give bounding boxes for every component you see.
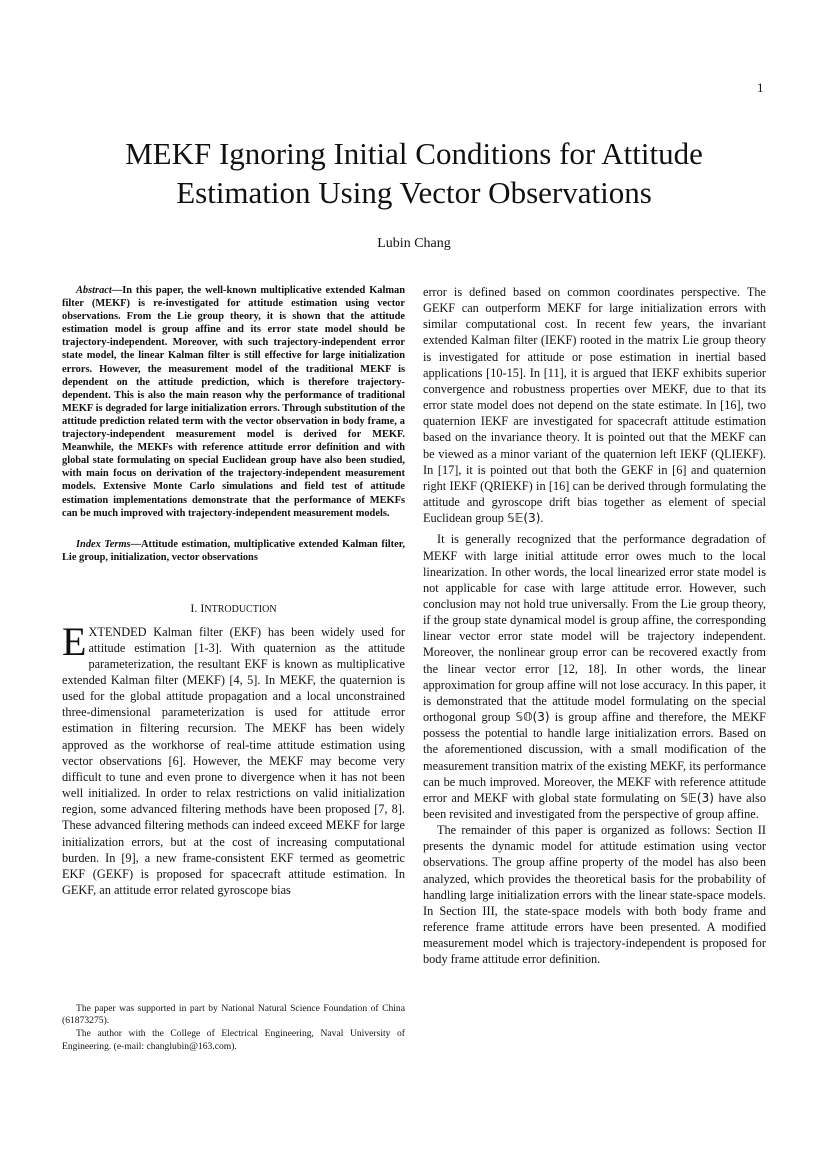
math-se3-2: 𝕊𝔼(3) bbox=[680, 790, 714, 805]
section-title-first-letter: I bbox=[200, 600, 205, 615]
index-terms-label: Index Terms bbox=[76, 538, 131, 550]
intro-paragraph-2-text-b: is group affine and therefore, the MEKF possess the potential to handle large initialization errors. Based on the aforementioned discussion, with a small modification of the measurement transition matrix of the existing MEKF, its performance can be much improved. Moreover, the MEKF with reference attitude error and MEKF with global state formulating on bbox=[423, 710, 766, 805]
section-number: I. bbox=[190, 600, 198, 615]
intro-paragraph-1-continued: error is defined based on common coordinates perspective. The GEKF can outperform MEKF for large initialization errors with similar computational cost. In recent few years, the invariant extended Kalman filter (IEKF) rooted in the matrix Lie group theory is investigated for attitude or pose estimation in inertial based applications [10-15]. In [11], it is argued that IEKF exhibits superior convergence and robustness properties over MEKF, due to that its error state model does not depend on the state estimate. In [16], two quaternion IEKF are investigated for spacecraft attitude estimation based on the invariance theory. It is pointed out that the MEKF can be viewed as a minor variant of the quaternion left IEKF (QLIEKF). In [17], it is pointed out that both the GEKF in [6] and quaternion right IEKF (QRIEKF) in [16] can be derived through formulating the attitude and gyroscope drift bias together as element of special Euclidean group 𝕊𝔼(3). bbox=[423, 285, 766, 526]
paper-title: MEKF Ignoring Initial Conditions for Attitude Estimation Using Vector Observations bbox=[125, 136, 703, 210]
abstract-label: Abstract bbox=[76, 285, 112, 296]
left-column bbox=[62, 284, 405, 898]
author-name: Lubin Chang bbox=[377, 236, 451, 251]
intro-paragraph-2-text-a: It is generally recognized that the performance degradation of MEKF with large initial attitude error owes much to the local linearization. In other words, the local linearized error state model is not applicable for case with large attitude error. However, such conclusion may not hold true universally. From the Lie group theory, if the group state dynamical model is group affine, the corresponding linear vector error state model will be trajectory independent. Moreover, the nonlinear group error can be recovered exactly from the linear vector error [12, 18]. In other words, the linear approximation for group affine will not lose accuracy. In this paper, it is demonstrated that the attitude model formulating on the special orthogonal group bbox=[423, 532, 766, 725]
math-so3: 𝕊𝕆(3) bbox=[515, 710, 550, 725]
intro-paragraph-3: The remainder of this paper is organized as follows: Section II presents the dynamic model for attitude estimation using vector observations. The group affine property of the model has also been analyzed, which provides the theoretical basis for the probability of handling large initialization errors with the linear state-space models. In Section III, the state-space models with both body frame and reference frame attitude errors have been presented. A modified measurement model which is trajectory-independent is proposed for body frame attitude error definition. bbox=[423, 823, 766, 967]
abstract bbox=[62, 284, 405, 520]
page-number: 1 bbox=[757, 80, 764, 95]
index-terms bbox=[62, 538, 405, 565]
math-se3: 𝕊𝔼(3) bbox=[507, 511, 541, 526]
drop-cap: E bbox=[62, 618, 87, 664]
section-title-rest: NTRODUCTION bbox=[204, 603, 277, 615]
section-heading-introduction bbox=[62, 601, 405, 616]
footnotes bbox=[62, 1003, 405, 1054]
intro-paragraph-2 bbox=[423, 531, 766, 822]
abstract-text: —In this paper, the well-known multiplicative extended Kalman filter (MEKF) is re-investigated for attitude estimation using vector observations. From the Lie group theory, it is shown that the attitude estimation model is group affine and its error state model should be trajectory-independent. Moreover, with such trajectory-independent error state model, the linear Kalman filter is still effective for large initialization errors. However, the measurement model of the traditional MEKF is dependent on the attitude prediction, which is therefore trajectory-dependent. This is also the main reason why the performance of traditional MEKF is degraded for large initialization errors. Through substitution of the attitude prediction related term with the vector observation in body frame, a trajectory-independent measurement model is derived for MEKF. Meanwhile, the MEKFs with reference attitude error definition and with global state formulating on special Euclidean group have also been studied, with main focus on derivation of the trajectory-independent measurement models. Extensive Monte Carlo simulations and field test of attitude estimation implementations demonstrate that the performance of MEKFs can be much improved with trajectory-independent measurement models. bbox=[62, 285, 405, 519]
footnote-author: The author with the College of Electrical Engineering, Naval University of Engineering. (e-mail: changlubin@163.com). bbox=[62, 1028, 405, 1052]
intro-paragraph-1-continued-text: error is defined based on common coordinates perspective. The GEKF can outperform MEKF for large initialization errors with similar computational cost. In recent few years, the invariant extended Kalman filter (IEKF) rooted in the matrix Lie group theory is investigated for attitude or pose estimation in inertial based applications [10-15]. In [11], it is argued that IEKF exhibits superior convergence and robustness properties over MEKF, due to that its error state model does not depend on the state estimate. In [16], two quaternion IEKF are investigated for spacecraft attitude estimation based on the invariance theory. It is pointed out that the MEKF can be viewed as a minor variant of the quaternion left IEKF (QLIEKF). In [17], it is pointed out that both the GEKF in [6] and quaternion right IEKF (QRIEKF) in [16] can be derived through formulating the attitude and gyroscope drift bias together as element of special Euclidean group bbox=[423, 285, 766, 526]
intro-paragraph-1 bbox=[62, 618, 405, 899]
intro-paragraph-2-text-c: have also been revisited and investigated from the perspective of group affine. bbox=[423, 790, 766, 821]
intro-paragraph-1-text: XTENDED Kalman filter (EKF) has been widely used for attitude estimation [1-3]. With quaternion as the attitude parameterization, the resultant EKF is known as multiplicative extended Kalman filter (MEKF) [4, 5]. In MEKF, the quaternion is used for the global attitude propagation and a local unconstrained three-dimensional parameterization is used for attitude error estimation in filtering recursion. The MEKF has been widely approved as the workhorse of real-time attitude estimation using vector observations [6]. However, the MEKF may become very difficult to tune and even prone to divergence when it has not been well initialized. In order to relax restrictions on valid initialization region, some advanced filtering methods have been proposed [7, 8]. These advanced filtering methods can indeed exceed MEKF for large initialization errors, but at the cost of increasing computational burden. In [9], a new frame-consistent EKF termed as geometric EKF (GEKF) is proposed for spacecraft attitude estimation. In GEKF, an attitude error related gyroscope bias bbox=[62, 624, 405, 897]
index-terms-text: —Attitude estimation, multiplicative extended Kalman filter, Lie group, initialization, vector observations bbox=[62, 538, 405, 564]
footnote-funding: The paper was supported in part by National Natural Science Foundation of China (61873275). bbox=[62, 1003, 405, 1027]
right-column bbox=[423, 284, 766, 968]
